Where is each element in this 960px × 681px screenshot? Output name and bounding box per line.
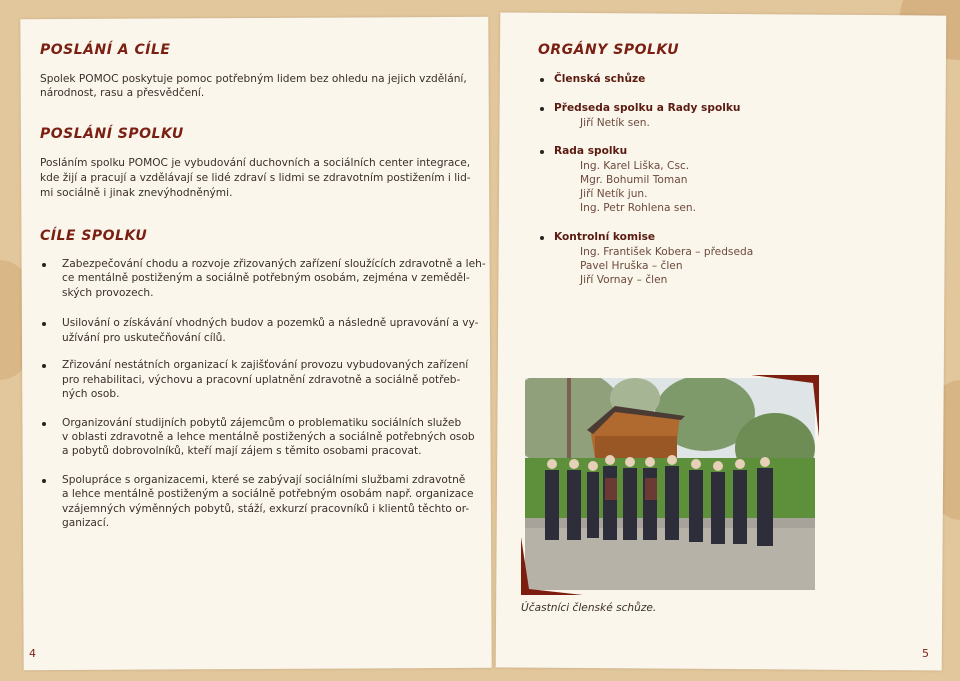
organs-heading: ORGÁNY SPOLKU (538, 42, 680, 58)
organ-member: Jiří Netík sen. (580, 117, 650, 129)
organ-control-committee: Kontrolní komise (554, 231, 656, 243)
mission-text-1: Posláním spolku POMOC je vybudování duchovních a sociálních center integrace, (40, 157, 471, 169)
mission-goals-heading: POSLÁNÍ A CÍLE (40, 42, 171, 58)
goal-4-line-1: Organizování studijních pobytů zájemcům o problematiku sociálních služeb (62, 417, 462, 429)
mission-heading: POSLÁNÍ SPOLKU (40, 126, 184, 142)
organ-member: Ing. František Kobera – předseda (580, 246, 754, 258)
organ-member: Mgr. Bohumil Toman (580, 174, 688, 186)
bullet-dot (42, 322, 46, 326)
organ-council: Rada spolku (554, 145, 628, 157)
bullet-dot (540, 107, 544, 111)
page-number-right: 5 (922, 647, 929, 660)
bullet-dot (540, 236, 544, 240)
organ-member: Ing. Karel Liška, Csc. (580, 160, 690, 172)
bullet-dot (42, 422, 46, 426)
organ-chairman: Předseda spolku a Rady spolku (554, 102, 741, 114)
organ-general-meeting: Členská schůze (554, 73, 646, 85)
bullet-dot (42, 479, 46, 483)
bullet-dot (42, 364, 46, 368)
goal-1-line-3: ských provozech. (62, 287, 154, 299)
organ-member: Ing. Petr Rohlena sen. (580, 202, 696, 214)
organ-member: Jiří Vornay – člen (580, 274, 668, 286)
bullet-dot (540, 78, 544, 82)
goal-5-line-3: vzájemných výměnných pobytů, stáží, exkurzí pracovníků i klientů těchto or- (62, 503, 470, 515)
goal-5-line-2: a lehce mentálně postiženým a sociálně potřebným osobám např. organizace (62, 488, 474, 500)
bullet-dot (540, 150, 544, 154)
mission-text-2: kde žijí a pracují a vzdělávají se lidé zdraví s lidmi se zdravotním postižením i lid- (40, 172, 471, 184)
photo-corner-top-right (751, 375, 819, 437)
photo-corner-bottom-left (521, 537, 583, 595)
goals-heading: CÍLE SPOLKU (40, 228, 148, 244)
mission-goals-text-1: Spolek POMOC poskytuje pomoc potřebným lidem bez ohledu na jejich vzdělání, (40, 73, 467, 85)
organ-member: Jiří Netík jun. (580, 188, 648, 200)
goal-3-line-2: pro rehabilitaci, výchovu a pracovní uplatnění zdravotně a sociálně potřeb- (62, 374, 461, 386)
mission-goals-text-2: národnost, rasu a přesvědčení. (40, 87, 205, 99)
page-number-left: 4 (29, 647, 36, 660)
goal-2-line-1: Usilování o získávání vhodných budov a pozemků a následně upravování a vy- (62, 317, 479, 329)
organ-member: Pavel Hruška – člen (580, 260, 683, 272)
bullet-dot (42, 263, 46, 267)
goal-4-line-2: v oblasti zdravotně a lehce mentálně postižených a sociálně potřebných osob (62, 431, 475, 443)
photo-caption: Účastníci členské schůze. (521, 602, 657, 614)
goal-4-line-3: a pobytů dobrovolníků, kteří mají zájem s těmito osobami pracovat. (62, 445, 422, 457)
goal-1-line-1: Zabezpečování chodu a rozvoje zřizovaných zařízení sloužících zdravotně a leh- (62, 258, 486, 270)
goal-5-line-1: Spolupráce s organizacemi, které se zabývají sociálními službami zdravotně (62, 474, 466, 486)
mission-text-3: mi sociálně i jinak znevýhodněnými. (40, 187, 233, 199)
goal-3-line-3: ných osob. (62, 388, 120, 400)
goal-1-line-2: ce mentálně postiženým a sociálně potřebným osobám, zejména v zeměděl- (62, 272, 470, 284)
goal-3-line-1: Zřizování nestátních organizací k zajišťování provozu vybudovaných zařízení (62, 359, 469, 371)
goal-5-line-4: ganizací. (62, 517, 110, 529)
goal-2-line-2: užívání pro uskutečňování cílů. (62, 332, 226, 344)
